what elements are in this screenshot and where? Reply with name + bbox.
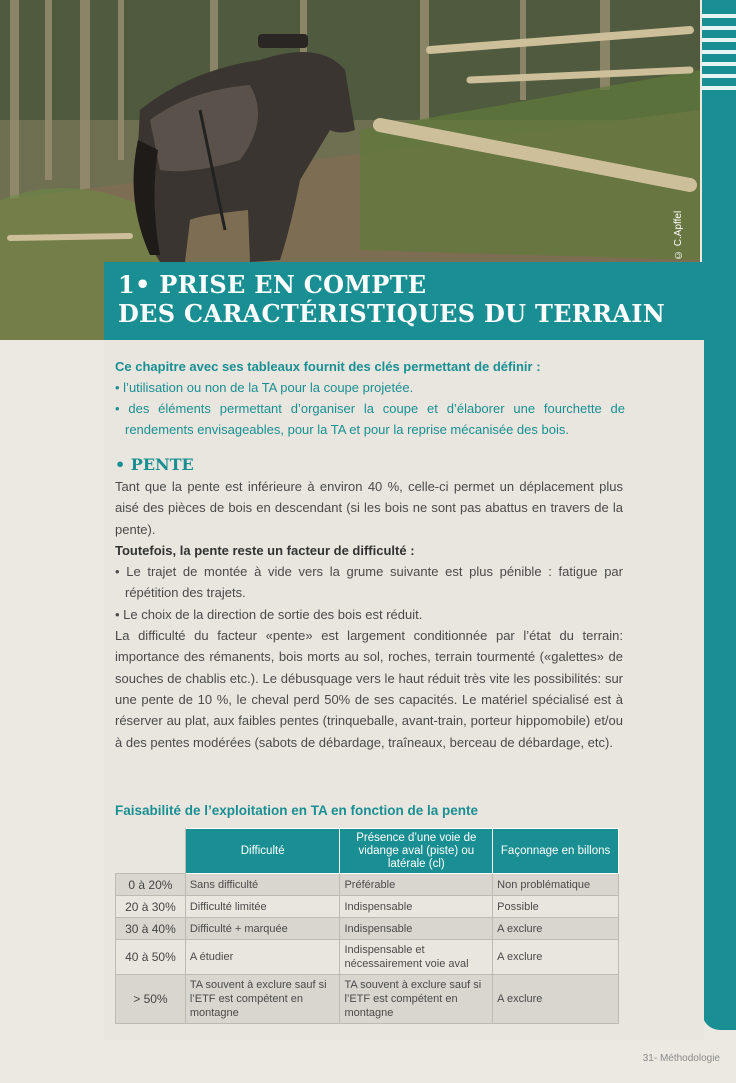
- table-cell: Difficulté limitée: [185, 896, 340, 918]
- table-cell: Non problématique: [493, 874, 619, 896]
- table-cell-range: 30 à 40%: [116, 918, 186, 940]
- chapter-title-line2: DES CARACTÉRISTIQUES DU TERRAIN: [118, 299, 665, 328]
- side-tab-stripe: [702, 14, 736, 18]
- side-band: [702, 0, 736, 1030]
- side-tab-stripe: [702, 26, 736, 30]
- page-footer: 31- Méthodologie: [642, 1053, 720, 1064]
- table-header-blank: [116, 829, 186, 874]
- table-title: Faisabilité de l’exploitation en TA en fonction de la pente: [115, 803, 479, 818]
- table-cell-range: 0 à 20%: [116, 874, 186, 896]
- paragraph: La difficulté du facteur «pente» est largement conditionnée par l’état du terrain: importance des rémanents, bois morts au sol, roches, terrain tourmenté («galettes» de souches de chablis etc.). Le débusquage vers le haut réduit très vite les possibilités: sur une pente de 10 %, le cheval perd 50% de ses capacités. Le matériel spécialisé est à réserver au plat, aux faibles pentes (trinqueballe, avant-train, porteur hippomobile) et/ou à des pentes modérées (sabots de débardage, traîneaux, berceau de débardage, etc).: [115, 628, 623, 750]
- intro-block: [115, 356, 625, 440]
- body-bullet: • Le choix de la direction de sortie des bois est réduit.: [115, 606, 423, 622]
- table-cell: Préférable: [340, 874, 493, 896]
- table-row: [116, 918, 619, 940]
- table-header-row: [116, 829, 619, 874]
- side-tab-stripe: [702, 74, 736, 78]
- table-cell-range: 40 à 50%: [116, 940, 186, 975]
- table-row: [116, 874, 619, 896]
- table-row: [116, 940, 619, 975]
- table-cell: A exclure: [493, 975, 619, 1024]
- table-header: Présence d’une voie de vidange aval (piste) ou latérale (cl): [340, 829, 493, 874]
- side-tab-stripe: [702, 62, 736, 66]
- side-tab-stripe: [702, 86, 736, 90]
- table-cell: Sans difficulté: [185, 874, 340, 896]
- section-body: [115, 476, 623, 753]
- feasibility-table: [115, 828, 619, 1024]
- table-cell: Possible: [493, 896, 619, 918]
- intro-bullet: • des éléments permettant d’organiser la coupe et d’élaborer une fourchette de rendements envisageables, pour la TA et pour la reprise mécanisée des bois.: [115, 401, 625, 437]
- table-row: [116, 896, 619, 918]
- table-cell: Indispensable et nécessairement voie aval: [340, 940, 493, 975]
- photo-credit: © C.Apffel: [673, 210, 684, 260]
- table-cell: Indispensable: [340, 918, 493, 940]
- intro-lead: Ce chapitre avec ses tableaux fournit des clés permettant de définir :: [115, 359, 541, 374]
- side-tab-stripe: [702, 50, 736, 54]
- table-cell-range: 20 à 30%: [116, 896, 186, 918]
- table-cell: A exclure: [493, 918, 619, 940]
- table-cell: A étudier: [185, 940, 340, 975]
- table-header: Difficulté: [185, 829, 340, 874]
- table-cell: A exclure: [493, 940, 619, 975]
- table-cell: TA souvent à exclure sauf si l’ETF est compétent en montagne: [340, 975, 493, 1024]
- chapter-title: [104, 262, 704, 340]
- table-cell-range: > 50%: [116, 975, 186, 1024]
- table-cell: Indispensable: [340, 896, 493, 918]
- intro-bullet: • l’utilisation ou non de la TA pour la coupe projetée.: [115, 380, 414, 395]
- table-cell: TA souvent à exclure sauf si l’ETF est compétent en montagne: [185, 975, 340, 1024]
- chapter-title-line1: 1• PRISE EN COMPTE: [118, 270, 427, 299]
- side-tab-stripe: [702, 38, 736, 42]
- paragraph: Tant que la pente est inférieure à environ 40 %, celle-ci permet un déplacement plus aisé des pièces de bois en descendant (si les bois ne sont pas abattus en travers de la pente).: [115, 479, 623, 537]
- table-row: [116, 975, 619, 1024]
- table-header: Façonnage en billons: [493, 829, 619, 874]
- body-bullet: • Le trajet de montée à vide vers la grume suivante est plus pénible : fatigue par répétition des trajets.: [115, 564, 623, 601]
- section-title-pente: • PENTE: [115, 455, 194, 474]
- paragraph-strong: Toutefois, la pente reste un facteur de difficulté :: [115, 542, 415, 558]
- table-cell: Difficulté + marquée: [185, 918, 340, 940]
